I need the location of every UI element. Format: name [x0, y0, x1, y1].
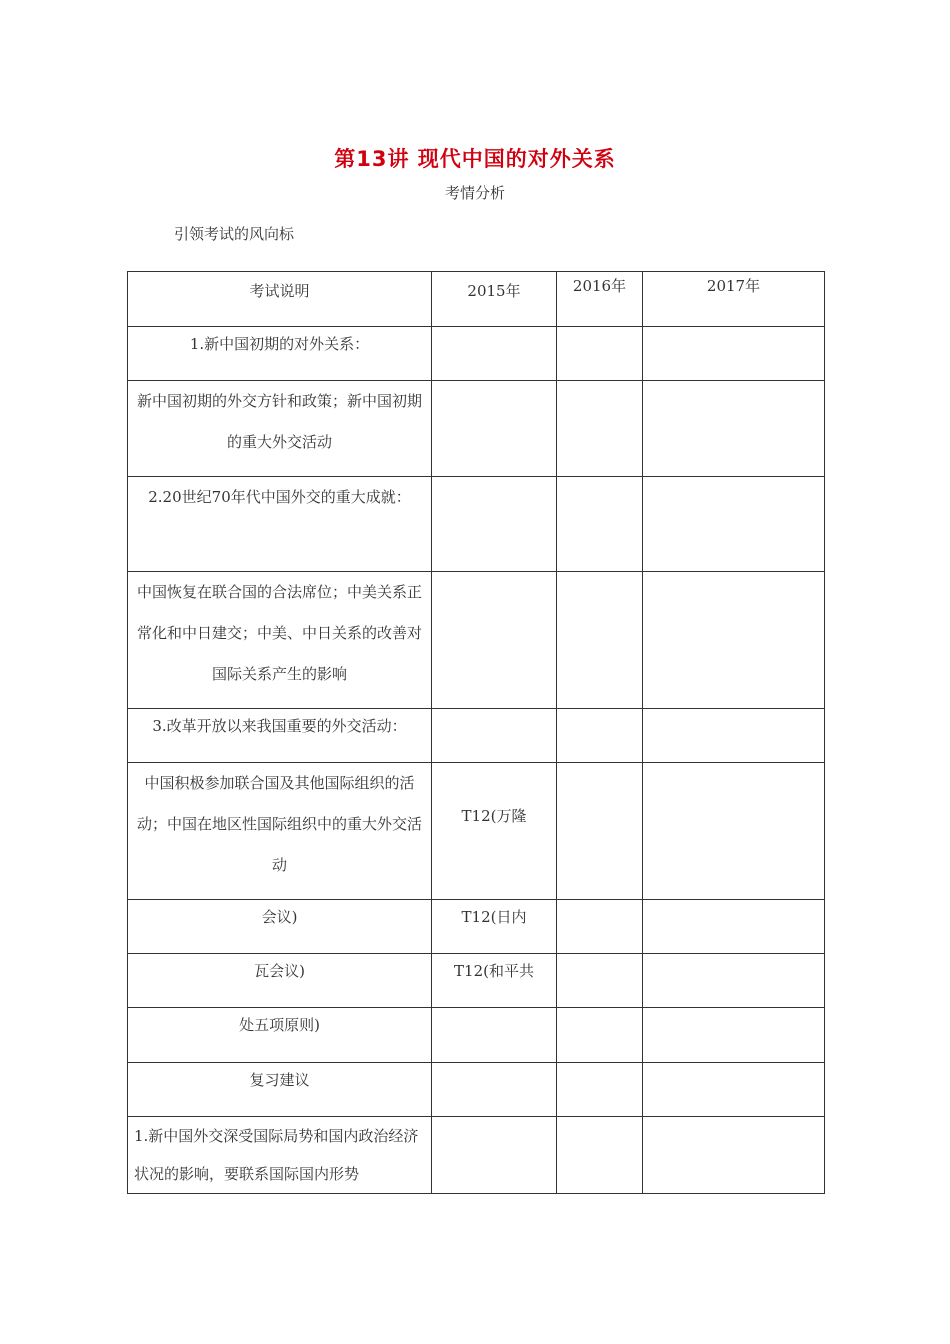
table-cell: [643, 709, 825, 763]
header-cell: 考试说明: [128, 272, 432, 327]
table-row: [128, 900, 825, 954]
table-cell: T12(万隆: [432, 763, 557, 900]
table-cell: [643, 954, 825, 1008]
table-row: [128, 954, 825, 1008]
table-cell: [557, 709, 643, 763]
exam-table: [127, 271, 825, 1194]
table-cell: [643, 327, 825, 381]
table-cell: 处五项原则): [128, 1008, 432, 1063]
table-cell: 新中国初期的外交方针和政策；新中国初期的重大外交活动: [128, 381, 432, 477]
table-cell: [557, 1117, 643, 1194]
table-cell: [557, 763, 643, 900]
table-cell: [432, 1063, 557, 1117]
table-cell: [557, 1063, 643, 1117]
table-cell: [557, 1008, 643, 1063]
table-cell: 中国恢复在联合国的合法席位；中美关系正常化和中日建交；中美、中日关系的改善对国际关系产生的影响: [128, 572, 432, 709]
table-cell: [432, 327, 557, 381]
table-cell: [432, 709, 557, 763]
table-cell: [643, 381, 825, 477]
table-cell: 瓦会议): [128, 954, 432, 1008]
table-cell: [643, 900, 825, 954]
table-row: [128, 763, 825, 900]
table-header-row: [128, 272, 825, 327]
table-cell: 复习建议: [128, 1063, 432, 1117]
table-cell: 3.改革开放以来我国重要的外交活动：: [128, 709, 432, 763]
table-cell: [432, 1117, 557, 1194]
table-row: [128, 572, 825, 709]
table-row: [128, 709, 825, 763]
table-row: [128, 477, 825, 572]
table-cell: [557, 381, 643, 477]
table-row: [128, 1063, 825, 1117]
table-cell: 1.新中国初期的对外关系：: [128, 327, 432, 381]
table-cell: [432, 477, 557, 572]
table-cell: [643, 1008, 825, 1063]
table-cell: T12(日内: [432, 900, 557, 954]
table-cell: [643, 763, 825, 900]
table-row: [128, 1117, 825, 1194]
table-row: [128, 1008, 825, 1063]
table-cell: [643, 1117, 825, 1194]
header-cell: 2016年: [557, 272, 643, 327]
table-cell: T12(和平共: [432, 954, 557, 1008]
table-cell: [557, 572, 643, 709]
table-cell: 2.20世纪70年代中国外交的重大成就：: [128, 477, 432, 572]
table-cell: [557, 477, 643, 572]
header-cell: 2017年: [643, 272, 825, 327]
table-cell: 中国积极参加联合国及其他国际组织的活动；中国在地区性国际组织中的重大外交活动: [128, 763, 432, 900]
table-cell: [643, 572, 825, 709]
table-cell: [643, 477, 825, 572]
header-cell: 2015年: [432, 272, 557, 327]
table-cell: [557, 327, 643, 381]
table-row: [128, 381, 825, 477]
table-cell: 会议): [128, 900, 432, 954]
table-cell: [432, 572, 557, 709]
table-cell: [432, 1008, 557, 1063]
document-subtitle: 考情分析: [444, 184, 505, 202]
table-row: [128, 327, 825, 381]
table-cell: [557, 954, 643, 1008]
table-cell: [432, 381, 557, 477]
table-cell: [643, 1063, 825, 1117]
section-lead: 引领考试的风向标: [174, 225, 295, 243]
document-title: 第13讲 现代中国的对外关系: [334, 147, 616, 171]
table-cell: 1.新中国外交深受国际局势和国内政治经济状况的影响，要联系国际国内形势: [128, 1117, 432, 1194]
table-cell: [557, 900, 643, 954]
